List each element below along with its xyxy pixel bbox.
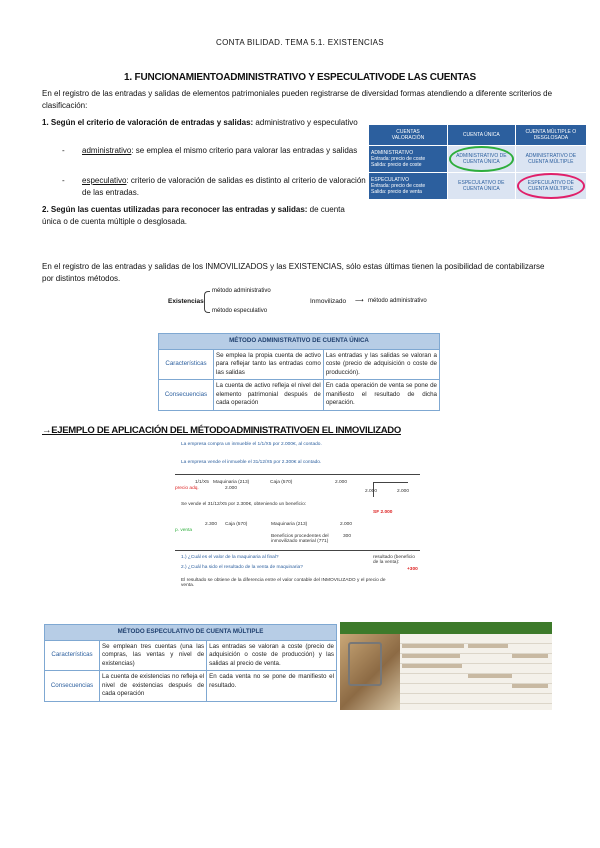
table-cell: Se emplea la propia cuenta de activo para reflejar tanto las entradas como las salidas — [214, 349, 324, 380]
cell-text: ADMINISTRATIVO DE CUENTA ÚNICA — [456, 153, 507, 165]
t-account-value: 2.000 — [365, 489, 378, 494]
table-cell: En cada operación de venta se pone de manifiesto el resultado de dicha operación. — [323, 380, 439, 411]
accounting-example — [175, 440, 420, 590]
blurred-row — [402, 654, 460, 658]
table-header-cell: CUENTAS VALORACIÓN — [369, 125, 448, 146]
entry-amount: 2.000 — [225, 486, 238, 491]
dash-bullet: - — [62, 176, 65, 185]
section-title: 1. FUNCIONAMIENTOADMINISTRATIVO Y ESPECULATIVODE LAS CUENTAS — [124, 72, 476, 83]
criterion-1-text: administrativo y especulativo — [253, 118, 358, 127]
divider — [175, 474, 420, 475]
pink-highlight-circle — [517, 173, 585, 199]
question: 2.) ¿Cuál ha sido el resultado de la venta de maquinaria? — [181, 565, 303, 570]
table-cell: Las entradas se valoran a coste (precio de adquisición o coste de producción) y las salidas al precio de venta. — [207, 640, 337, 671]
t-account-value: 2.000 — [397, 489, 410, 494]
example-line: El resultado se obtiene de la diferencia entre el valor contable del INMOVILIZADO y el precio de venta. — [181, 578, 386, 588]
bullet-text: : criterio de valoración de salidas es distinto al criterio de valoración de las entradas. — [82, 176, 366, 197]
criterion-2 — [42, 204, 362, 228]
entry-amount: 2.300 — [205, 522, 218, 527]
row-label-administrativo: ADMINISTRATIVO Entrada: precio de coste Salida: precio de coste — [369, 146, 448, 173]
table-cell: La cuenta de existencias no refleja el nivel de existencias después de cada operación — [100, 671, 207, 702]
entry-date: 1/1/X5 — [195, 480, 209, 485]
table-cell: Las entradas y las salidas se valoran a coste (precio de adquisición o coste de producción). — [323, 349, 439, 380]
criterion-2-label: 2. Según las cuentas utilizadas para reconocer las entradas y salidas: — [42, 205, 308, 214]
example-heading: →EJEMPLO DE APLICACIÓN DEL MÉTODOADMINISTRATIVOEN EL INMOVILIZADO — [42, 425, 401, 436]
entry-account: Maquinaria (213) — [271, 522, 308, 527]
bullet-administrativo — [62, 145, 367, 157]
cell-esp-multiple — [515, 173, 586, 200]
table-cell: En cada venta no se pone de manifiesto el resultado. — [207, 671, 337, 702]
saldo-final: SF 2.000 — [373, 510, 393, 515]
cart-basket — [348, 642, 382, 686]
bullet-text: : se emplea el mismo criterio para valorar las entradas y salidas — [131, 146, 358, 155]
entry-account: Beneficios procedentes del inmovilizado material (771) — [271, 534, 329, 544]
table-title: MÉTODO ESPECULATIVO DE CUENTA MÚLTIPLE — [45, 625, 337, 641]
entry-account: Caja (570) — [270, 480, 293, 485]
cell-esp-unica: ESPECULATIVO DE CUENTA ÚNICA — [448, 173, 516, 200]
row-label-especulativo: ESPECULATIVO Entrada: precio de coste Salida: precio de venta — [369, 173, 448, 200]
bullet-term: administrativo — [82, 146, 132, 155]
methods-diagram — [168, 288, 448, 320]
cell-text: ESPECULATIVO DE CUENTA MÚLTIPLE — [527, 180, 574, 192]
page-header: CONTA BILIDAD. TEMA 5.1. EXISTENCIAS — [216, 38, 384, 47]
table-header-cell: CUENTA ÚNICA — [448, 125, 516, 146]
entry-amount: 2.000 — [340, 522, 353, 527]
bullet-especulativo — [62, 175, 367, 199]
arrow-icon: ⟶ — [355, 298, 364, 304]
table-cell: La cuenta de activo refleja el nivel del elemento patrimonial después de cada operación — [214, 380, 324, 411]
green-highlight-circle — [449, 146, 514, 172]
table-cell: Se emplean tres cuentas (una las compras, las ventas y nivel de existencias) — [100, 640, 207, 671]
inmovilizado-label: Inmovilizado — [310, 298, 347, 305]
blurred-row — [402, 644, 464, 648]
cell-admin-multiple: ADMINISTRATIVO DE CUENTA MÚLTIPLE — [515, 146, 586, 173]
table-title: MÉTODO ADMINISTRATIVO DE CUENTA ÚNICA — [159, 334, 440, 350]
brace-icon — [204, 291, 210, 313]
existencias-label: Existencias — [168, 298, 204, 305]
criterion-2-text: de cuenta única o de cuenta múltiple o desglosada. — [42, 205, 345, 226]
criterion-1-label: 1. Según el criterio de valoración de entradas y salidas: — [42, 118, 254, 127]
row-label: Características — [159, 349, 214, 380]
example-line: La empresa compra un inmueble el 1/1/X5 por 2.000€, al contado. — [181, 442, 322, 447]
entry-amount: 2.000 — [335, 480, 348, 485]
row-label: Características — [45, 640, 100, 671]
entry-note: p. venta — [175, 528, 193, 533]
blurred-row — [402, 664, 462, 668]
answer-label: resultado (beneficio de la venta): — [373, 555, 415, 565]
criterion-1 — [42, 117, 362, 129]
entry-account: Caja (570) — [225, 522, 248, 527]
blurred-row — [468, 644, 508, 648]
method-esp-label: método especulativo — [212, 308, 268, 314]
row-label: Consecuencias — [159, 380, 214, 411]
admin-method-table — [158, 333, 440, 411]
example-line: La empresa vende el inmueble el 31/12/X5 por 2.300€ al contado. — [181, 460, 322, 465]
table-header-cell: CUENTA MÚLTIPLE O DESGLOSADA — [515, 125, 586, 146]
divider — [175, 550, 420, 551]
image-header-bar — [340, 622, 552, 634]
answer-value: +300 — [407, 567, 418, 572]
row-label: Consecuencias — [45, 671, 100, 702]
method-admin-label: método administrativo — [212, 288, 271, 294]
method-admin-inmov-label: método administrativo — [368, 298, 427, 304]
blurred-row — [512, 654, 548, 658]
dash-bullet: - — [62, 146, 65, 155]
classification-table — [368, 124, 587, 200]
cell-admin-unica — [448, 146, 516, 173]
blurred-row — [468, 674, 512, 678]
speculative-method-table — [44, 624, 337, 702]
supermarket-image — [340, 622, 552, 710]
example-line: Se vende el 31/12/X5 por 2.300€, obteniendo un beneficio: — [181, 502, 307, 507]
bullet-term: especulativo — [82, 176, 127, 185]
entry-account: Maquinaria (213) — [213, 480, 250, 485]
inmovilizado-paragraph: En el registro de las entradas y salidas de los INMOVILIZADOS y las EXISTENCIAS, sólo estas últimas tienen la posibilidad de contabilizarse por distintos métodos. — [42, 262, 545, 283]
entry-amount: 300 — [343, 534, 352, 539]
entry-note: precio adq. — [175, 486, 199, 491]
question: 1.) ¿Cuál es el valor de la maquinaria al final? — [181, 555, 279, 560]
intro-paragraph: En el registro de las entradas y salidas de elementos patrimoniales pueden registrarse de diversidad formas atendiendo a diferente scriterios de clasificación: — [42, 89, 553, 110]
blurred-row — [512, 684, 548, 688]
